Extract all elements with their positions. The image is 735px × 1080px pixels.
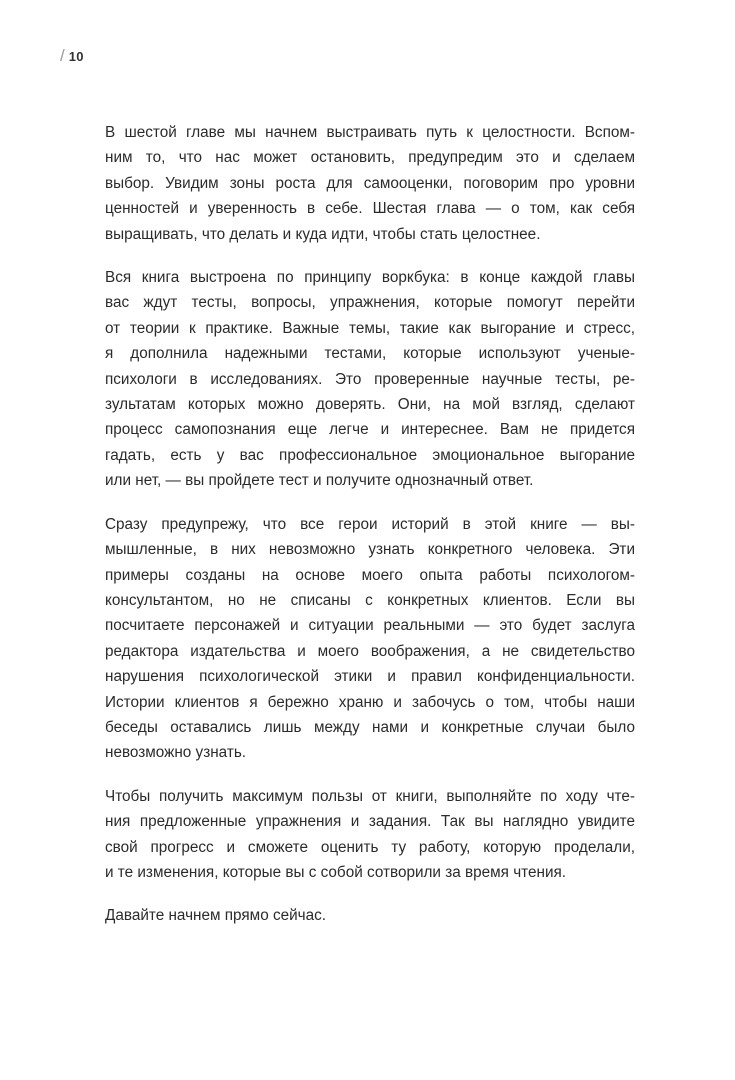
text-line: я дополнила надежными тестами, которые используют ученые-	[105, 345, 635, 363]
text-line: Истории клиентов я бережно храню и забочусь о том, чтобы наши	[105, 693, 635, 711]
text-line: беседы оставались лишь между нами и конкретные случаи было	[105, 718, 635, 736]
text-line: психологи в исследованиях. Это проверенные научные тесты, ре-	[105, 370, 635, 388]
text-line: Чтобы получить максимум пользы от книги, выполняйте по ходу чте-	[105, 787, 635, 805]
text-line: вас ждут тесты, вопросы, упражнения, которые помогут перейти	[105, 294, 635, 312]
text-line: от теории к практике. Важные темы, такие как выгорание и стресс,	[105, 319, 635, 337]
paragraph-4	[105, 784, 635, 886]
page-number-slash: /	[60, 46, 65, 65]
text-line: ним то, что нас может остановить, предупредим это и сделаем	[105, 149, 635, 167]
text-line: В шестой главе мы начнем выстраивать путь к целостности. Вспом-	[105, 124, 635, 141]
paragraph-5	[105, 903, 635, 928]
text-line: гадать, есть у вас профессиональное эмоциональное выгорание	[105, 446, 635, 464]
text-line: невозможно узнать.	[105, 744, 247, 762]
paragraph-1	[105, 120, 635, 247]
text-line: процесс самопознания еще легче и интереснее. Вам не придется	[105, 421, 635, 439]
text-line: и те изменения, которые вы с собой сотворили за время чтения.	[105, 863, 567, 881]
paragraph-2	[105, 265, 635, 494]
text-line: выбор. Увидим зоны роста для самооценки, поговорим про уровни	[105, 174, 635, 192]
text-line: Давайте начнем прямо сейчас.	[105, 907, 327, 925]
text-line: Вся книга выстроена по принципу воркбука: в конце каждой главы	[105, 269, 635, 287]
text-line: или нет, — вы пройдете тест и получите однозначный ответ.	[105, 472, 534, 490]
text-line: свой прогресс и сможете оценить ту работу, которую проделали,	[105, 838, 635, 856]
text-line: консультантом, но не списаны с конкретных клиентов. Если вы	[105, 591, 635, 609]
text-line: выращивать, что делать и куда идти, чтобы стать целостнее.	[105, 225, 541, 243]
text-line: ния предложенные упражнения и задания. Так вы наглядно увидите	[105, 813, 635, 831]
body-text	[105, 120, 635, 947]
text-line: нарушения психологической этики и правил конфиденциальности.	[105, 668, 635, 686]
text-line: редактора издательства и моего воображения, а не свидетельство	[105, 642, 635, 660]
text-line: посчитаете персонажей и ситуации реальными — это будет заслуга	[105, 617, 635, 635]
page-number	[60, 46, 84, 66]
text-line: зультатам которых можно доверять. Они, на мой взгляд, сделают	[105, 396, 635, 414]
text-line: примеры созданы на основе моего опыта работы психологом-	[105, 566, 635, 584]
page-number-text: 10	[68, 48, 84, 64]
text-line: ценностей и уверенность в себе. Шестая глава — о том, как себя	[105, 200, 635, 218]
paragraph-3	[105, 512, 635, 766]
text-line: Сразу предупрежу, что все герои историй в этой книге — вы-	[105, 515, 635, 533]
text-line: мышленные, в них невозможно узнать конкретного человека. Эти	[105, 541, 635, 559]
